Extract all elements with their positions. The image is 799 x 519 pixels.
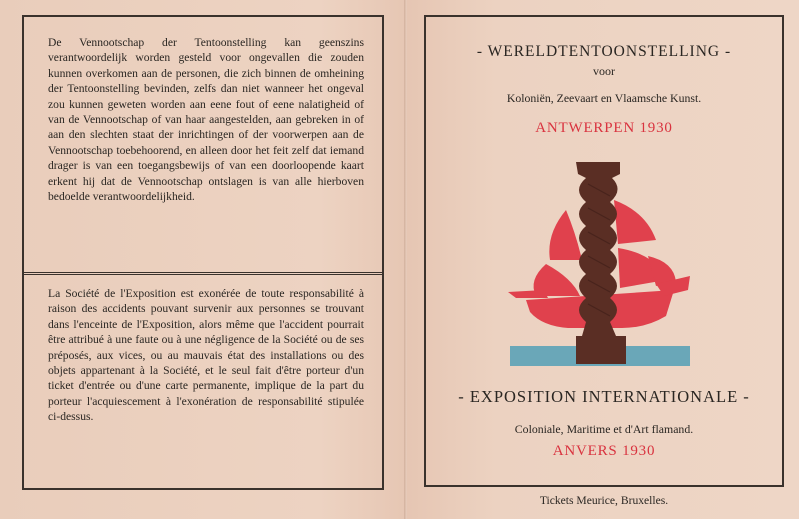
left-panel-divider <box>24 272 382 275</box>
dutch-liability-notice: De Vennootschap der Tentoonstelling kan geenszins verantwoordelijk worden gesteld voor ongevallen die zouden kunnen overkomen aan de personen, die zich binnen de omheining der Tentoonstelling bevinden, zelfs dan niet wanneer het ongeval zou kunnen geweten worden aan eene fout of eene nalatigheid of van de Vennootschap of van haar aangestelden, aan gebreken in of aan den slechten staat der inrichtingen of der voorwerpen aan de Vennootschap toebehoorend, en alleen door het feit zelf dat iemand drager is van een toegangsbewijs of van een doorloopende kaart erkent hij dat de Vennootschap ontslagen is van alle hierboven bedoelde verantwoordelijkheid. <box>48 36 364 204</box>
center-fold <box>404 0 407 519</box>
exhibition-title-dutch: - WERELDTENTOONSTELLING - <box>476 43 732 60</box>
printer-credit: Tickets Meurice, Bruxelles. <box>539 494 669 507</box>
ship-and-column-emblem <box>506 156 692 368</box>
french-liability-notice: La Société de l'Exposition est exonérée de toute responsabilité à raison des accidents pouvant survenir aux personnes se trouvant dans l'enceinte de l'Exposition, alors même que l'accident pourrait être attribué à une faute ou à une négligence de la Société ou de ses préposés, aux vices, ou au mauvais état des installations ou des objets appartenant à la Société, et le seul fait d'être porteur d'un ticket d'entrée ou d'une carte permanente, implique de la part du porteur l'acquiescement à l'exonération de responsabilité stipulée ci-dessus. <box>48 287 364 424</box>
voor-label: voor <box>593 64 615 78</box>
city-year-french: ANVERS 1930 <box>552 443 656 459</box>
city-year-dutch: ANTWERPEN 1930 <box>535 120 673 136</box>
exhibition-subtitle-french: Coloniale, Maritime et d'Art flamand. <box>514 422 694 436</box>
exhibition-subtitle-dutch: Koloniën, Zeevaart en Vlaamsche Kunst. <box>506 91 702 105</box>
exhibition-title-french: - EXPOSITION INTERNATIONALE - <box>458 387 750 406</box>
